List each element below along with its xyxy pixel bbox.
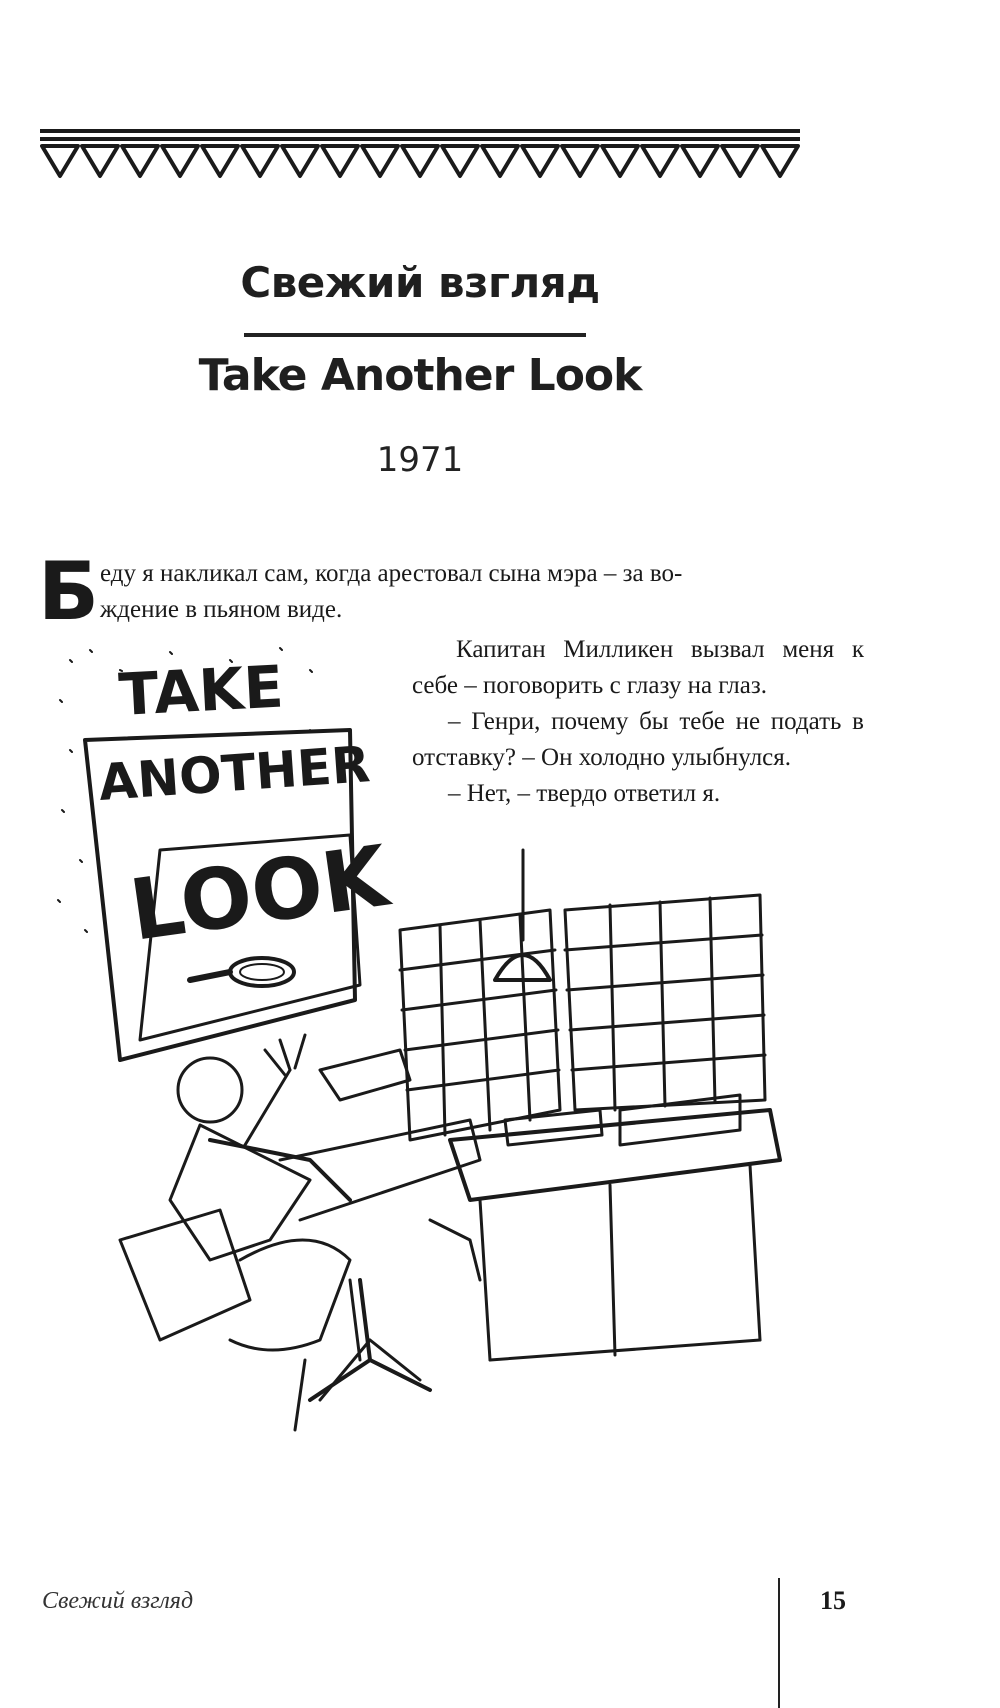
ornament-triangle xyxy=(562,146,598,176)
office-illustration xyxy=(50,640,850,1520)
flying-paper xyxy=(320,1050,410,1100)
footer-divider xyxy=(778,1578,780,1708)
first-paragraph xyxy=(100,556,860,628)
ornament-triangle xyxy=(602,146,638,176)
running-title: Свежий взгляд xyxy=(42,1588,194,1614)
first-paragraph-line-2: ждение в пьяном виде. xyxy=(100,596,343,623)
ornament-triangle xyxy=(442,146,478,176)
sign-text-line-1: TAKE xyxy=(117,652,286,729)
ornament-triangle xyxy=(122,146,158,176)
ornament-triangle xyxy=(322,146,358,176)
chapter-title-ru: Свежий взгляд xyxy=(240,258,600,307)
ornament-triangle xyxy=(202,146,238,176)
sign-text-line-2: ANOTHER xyxy=(96,735,372,812)
paragraph: – Нет, – твердо ответил я. xyxy=(448,780,721,807)
ornament-triangle xyxy=(722,146,758,176)
ornament-triangle xyxy=(682,146,718,176)
ornament-triangle xyxy=(162,146,198,176)
sign-text-line-3: LOOK xyxy=(124,826,394,960)
ornament-border-icon xyxy=(40,128,800,188)
ornament-triangle xyxy=(242,146,278,176)
ornament-triangle xyxy=(82,146,118,176)
title-divider xyxy=(244,333,586,337)
ornament-triangle xyxy=(362,146,398,176)
desk xyxy=(450,1095,780,1360)
paragraph: – Генри, почему бы тебе не подать в отставку? – Он холодно улыбнулся. xyxy=(412,708,864,771)
ornament-triangle xyxy=(642,146,678,176)
first-paragraph-line-1: еду я накликал сам, когда арестовал сына мэра – за во- xyxy=(100,560,683,587)
magnifying-glass-icon xyxy=(190,958,294,986)
paragraph: Капитан Милликен вызвал меня к себе – поговорить с глазу на глаз. xyxy=(412,636,864,699)
shelving-unit xyxy=(565,895,765,1110)
drop-cap: Б xyxy=(38,545,99,638)
ornament-triangle xyxy=(522,146,558,176)
ornament-triangle xyxy=(282,146,318,176)
ornament-triangle xyxy=(482,146,518,176)
chair xyxy=(120,1210,420,1430)
ornament-triangle xyxy=(402,146,438,176)
chapter-title-en: Take Another Look xyxy=(198,350,642,401)
chapter-year: 1971 xyxy=(376,440,464,480)
page-number: 15 xyxy=(820,1586,846,1615)
shelving-unit xyxy=(400,910,560,1140)
ornament-triangle xyxy=(762,146,798,176)
ornament-triangle xyxy=(42,146,78,176)
